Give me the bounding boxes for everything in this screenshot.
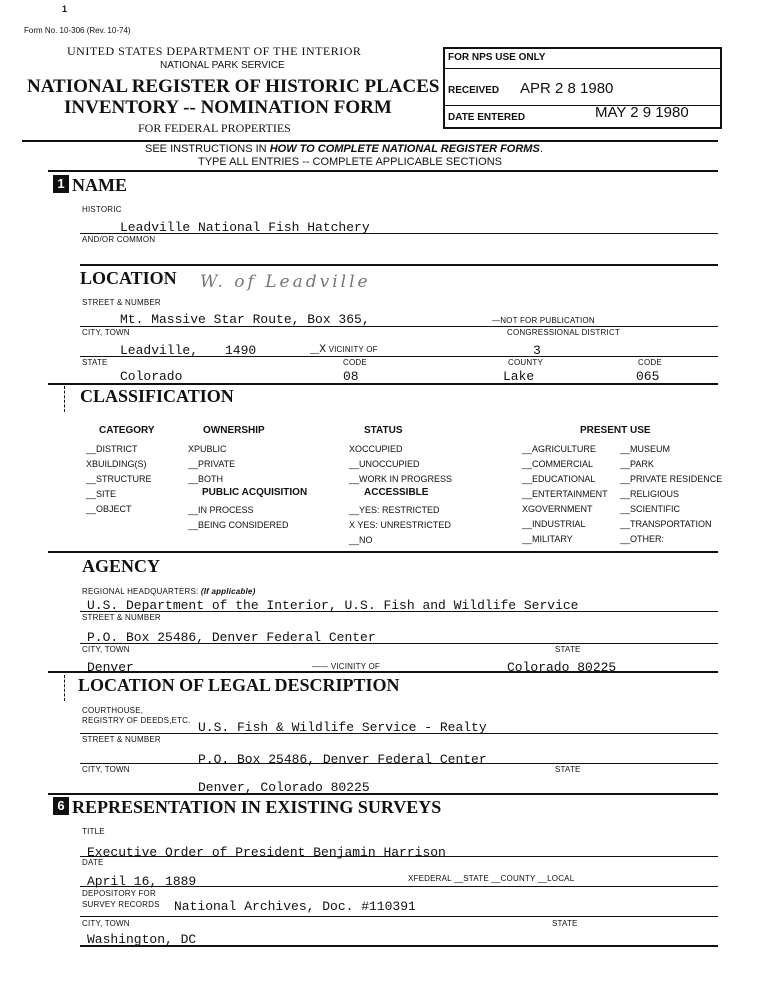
city-label: CITY, TOWN <box>82 328 130 337</box>
category-header: CATEGORY <box>99 425 155 436</box>
code-label: CODE <box>343 358 367 367</box>
vicinity-label: VICINITY OF <box>328 345 378 354</box>
location-section-heading: LOCATION <box>80 268 177 288</box>
legal-street-label: STREET & NUMBER <box>82 735 161 744</box>
use-option-private-residence[interactable]: __PRIVATE RESIDENCE <box>620 474 723 484</box>
regional-hq-label-text: REGIONAL HEADQUARTERS: <box>82 587 199 596</box>
present-use-list-1 <box>522 442 608 547</box>
survey-levels[interactable]: XFEDERAL __STATE __COUNTY __LOCAL <box>408 874 575 883</box>
use-option-scientific[interactable]: __SCIENTIFIC <box>620 504 681 514</box>
historic-label: HISTORIC <box>82 205 122 214</box>
present-use-list-2 <box>620 442 722 547</box>
regional-hq-value: U.S. Department of the Interior, U.S. Fish and Wildlife Service <box>87 598 579 613</box>
registry-value: U.S. Fish & Wildlife Service - Realty <box>198 720 487 735</box>
survey-state-label: STATE <box>552 919 578 928</box>
category-option-object[interactable]: __OBJECT <box>86 504 132 514</box>
section-number-6: 6 <box>53 797 69 815</box>
accessible-list <box>349 503 451 548</box>
category-option-district[interactable]: __DISTRICT <box>86 444 138 454</box>
county-label: COUNTY <box>508 358 543 367</box>
survey-title-value: Executive Order of President Benjamin Harrison <box>87 845 446 860</box>
instructions-line2: TYPE ALL ENTRIES -- COMPLETE APPLICABLE SECTIONS <box>198 156 503 168</box>
use-option-museum[interactable]: __MUSEUM <box>620 444 671 454</box>
legal-city-value: Denver, Colorado 80225 <box>198 780 370 795</box>
status-list <box>349 442 452 487</box>
use-option-educational[interactable]: __EDUCATIONAL <box>522 474 596 484</box>
regional-hq-note: (If applicable) <box>200 587 256 596</box>
county-code-value: 065 <box>636 369 660 384</box>
margin-bracket <box>64 386 65 412</box>
use-option-military[interactable]: __MILITARY <box>522 534 573 544</box>
category-option-structure[interactable]: __STRUCTURE <box>86 474 152 484</box>
instructions-line1: SEE INSTRUCTIONS IN HOW TO COMPLETE NATIONAL REGISTER FORMS. <box>145 143 543 155</box>
registry-label: REGISTRY OF DEEDS,ETC. <box>82 716 191 725</box>
survey-date-label: DATE <box>82 858 104 867</box>
classification-section-heading: CLASSIFICATION <box>80 386 234 406</box>
legal-section-heading: LOCATION OF LEGAL DESCRIPTION <box>78 675 400 695</box>
accessible-option-unrestricted[interactable]: X YES: UNRESTRICTED <box>349 520 451 530</box>
form-title-line2: INVENTORY -- NOMINATION FORM <box>64 97 392 118</box>
code-value: 08 <box>343 369 359 384</box>
use-option-commercial[interactable]: __COMMERCIAL <box>522 459 594 469</box>
accessible-option-no[interactable]: __NO <box>349 535 373 545</box>
agency-vicinity-label: —— VICINITY OF <box>312 662 380 671</box>
ownership-option-public[interactable]: XPUBLIC <box>188 444 227 454</box>
use-option-entertainment[interactable]: __ENTERTAINMENT <box>522 489 608 499</box>
use-option-agriculture[interactable]: __AGRICULTURE <box>522 444 596 454</box>
acquisition-option-in-process[interactable]: __IN PROCESS <box>188 505 254 515</box>
agency-street-label: STREET & NUMBER <box>82 613 161 622</box>
received-label: RECEIVED <box>448 85 500 96</box>
instructions-title: HOW TO COMPLETE NATIONAL REGISTER FORMS <box>269 143 540 155</box>
survey-city-value: Washington, DC <box>87 932 197 947</box>
county-code-label: CODE <box>638 358 662 367</box>
status-option-unoccupied[interactable]: __UNOCCUPIED <box>349 459 420 469</box>
ownership-header: OWNERSHIP <box>203 425 265 436</box>
agency-state-value: Colorado 80225 <box>507 660 617 675</box>
depository-label-2: SURVEY RECORDS <box>82 900 160 909</box>
agency-name: NATIONAL PARK SERVICE <box>160 60 285 71</box>
use-option-other[interactable]: __OTHER: <box>620 534 665 544</box>
ownership-option-private[interactable]: __PRIVATE <box>188 459 236 469</box>
street-label: STREET & NUMBER <box>82 298 161 307</box>
vicinity-of: __X VICINITY OF <box>310 344 378 356</box>
nps-use-box <box>443 47 722 129</box>
status-option-work-in-progress[interactable]: __WORK IN PROGRESS <box>349 474 453 484</box>
not-for-publication: —NOT FOR PUBLICATION <box>492 316 595 325</box>
use-option-religious[interactable]: __RELIGIOUS <box>620 489 680 499</box>
margin-mark: 1 <box>62 4 68 14</box>
form-title-line1: NATIONAL REGISTER OF HISTORIC PLACES <box>27 76 440 97</box>
acquisition-option-being-considered[interactable]: __BEING CONSIDERED <box>188 520 289 530</box>
congressional-label: CONGRESSIONAL DISTRICT <box>507 328 621 337</box>
status-header: STATUS <box>364 425 403 436</box>
agency-state-label: STATE <box>555 645 581 654</box>
historic-name-value: Leadville National Fish Hatchery <box>120 220 370 235</box>
vicinity-check: X <box>319 344 327 356</box>
present-use-header: PRESENT USE <box>580 425 651 436</box>
name-section-heading <box>53 175 127 196</box>
surveys-section-heading <box>53 797 441 818</box>
status-option-occupied[interactable]: XOCCUPIED <box>349 444 403 454</box>
category-list <box>86 442 152 517</box>
use-option-industrial[interactable]: __INDUSTRIAL <box>522 519 586 529</box>
form-number: Form No. 10-306 (Rev. 10-74) <box>24 26 131 35</box>
street-value: Mt. Massive Star Route, Box 365, <box>120 312 370 327</box>
legal-state-label: STATE <box>555 765 581 774</box>
public-acquisition-header: PUBLIC ACQUISITION <box>202 487 308 498</box>
category-option-building[interactable]: XBUILDING(S) <box>86 459 147 469</box>
zip-value: 1490 <box>225 343 257 358</box>
depository-value: National Archives, Doc. #110391 <box>174 899 416 914</box>
common-name-label: AND/OR COMMON <box>82 235 156 244</box>
survey-date-value: April 16, 1889 <box>87 874 197 889</box>
ownership-list <box>188 442 235 487</box>
public-acquisition-list <box>188 503 289 533</box>
accessible-option-restricted[interactable]: __YES: RESTRICTED <box>349 505 440 515</box>
state-value: Colorado <box>120 369 183 384</box>
ownership-option-both[interactable]: __BOTH <box>188 474 224 484</box>
department-name: UNITED STATES DEPARTMENT OF THE INTERIOR <box>67 44 362 58</box>
regional-hq-label <box>82 587 255 596</box>
date-entered-stamp: MAY 2 9 1980 <box>595 104 689 121</box>
use-option-government[interactable]: XGOVERNMENT <box>522 504 593 514</box>
received-stamp: APR 2 8 1980 <box>520 80 614 97</box>
form-subtitle: FOR FEDERAL PROPERTIES <box>138 121 291 135</box>
category-option-site[interactable]: __SITE <box>86 489 117 499</box>
date-entered-label: DATE ENTERED <box>448 112 526 123</box>
city-value: Leadville, <box>120 343 199 358</box>
agency-street-value: P.O. Box 25486, Denver Federal Center <box>87 630 376 645</box>
section-number-1: 1 <box>53 175 69 193</box>
section-title-name: NAME <box>72 175 127 195</box>
use-option-park[interactable]: __PARK <box>620 459 654 469</box>
survey-title-label: TITLE <box>82 827 105 836</box>
handwritten-note: W. of Leadville <box>200 272 371 292</box>
agency-city-value: Denver <box>87 660 134 675</box>
legal-street-value: P.O. Box 25486, Denver Federal Center <box>198 752 487 767</box>
agency-section-heading: AGENCY <box>82 556 161 576</box>
state-label: STATE <box>82 358 108 367</box>
instructions-prefix: SEE INSTRUCTIONS IN <box>145 143 267 155</box>
legal-city-label: CITY, TOWN <box>82 765 130 774</box>
survey-city-label: CITY, TOWN <box>82 919 130 928</box>
county-value: Lake <box>503 369 535 384</box>
agency-city-label: CITY, TOWN <box>82 645 130 654</box>
section-title-surveys: REPRESENTATION IN EXISTING SURVEYS <box>72 797 442 817</box>
nps-box-title: FOR NPS USE ONLY <box>448 52 546 63</box>
use-option-transportation[interactable]: __TRANSPORTATION <box>620 519 712 529</box>
courthouse-label: COURTHOUSE, <box>82 706 144 715</box>
margin-bracket-2 <box>64 675 65 701</box>
accessible-header: ACCESSIBLE <box>364 487 429 498</box>
congressional-value: 3 <box>533 343 541 358</box>
depository-label-1: DEPOSITORY FOR <box>82 889 156 898</box>
